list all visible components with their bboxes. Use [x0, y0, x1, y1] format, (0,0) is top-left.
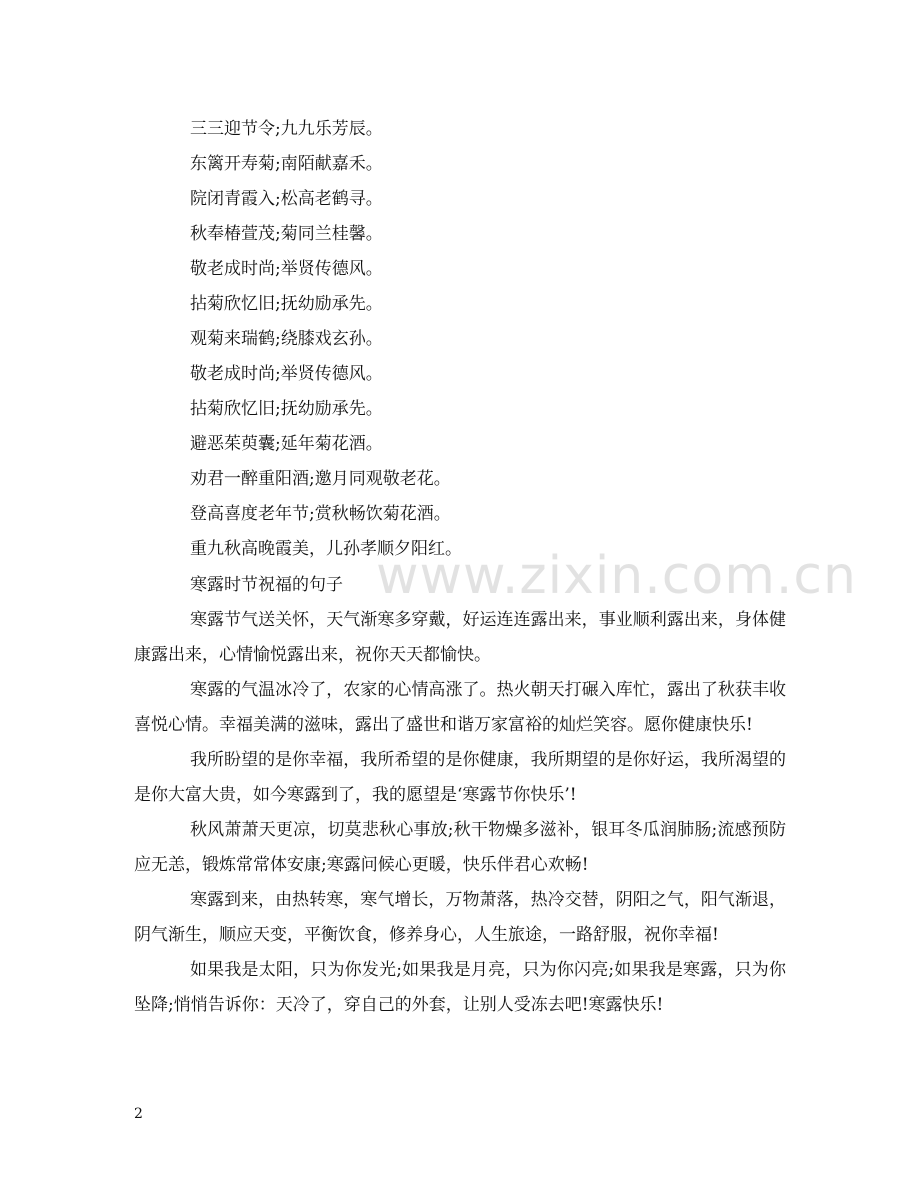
watermark: www.zixin.com.cn: [376, 546, 857, 606]
paragraph: 寒露的气温冰冷了，农家的心情高涨了。热火朝天打碾入库忙，露出了秋获丰收喜悦心情。幸福美满的滋味，露出了盛世和谐万家富裕的灿烂笑容。愿你健康快乐!: [134, 680, 786, 735]
paragraph: 如果我是太阳，只为你发光;如果我是月亮，只为你闪亮;如果我是寒露，只为你坠降;悄悄告诉你：天冷了，穿自己的外套，让别人受冻去吧!寒露快乐!: [134, 960, 786, 1015]
couplet-line: 秋奉椿萱茂;菊同兰桂馨。: [190, 224, 383, 244]
couplet-line: 院闭青霞入;松高老鹤寻。: [190, 189, 383, 209]
page-number: 2: [134, 1106, 143, 1122]
paragraph: 寒露到来，由热转寒，寒气增长，万物萧落，热冷交替，阴阳之气，阳气渐退，阴气渐生，顺应天变，平衡饮食，修养身心，人生旅途，一路舒服，祝你幸福!: [134, 890, 786, 945]
paragraph: 秋风萧萧天更凉，切莫悲秋心事放;秋干物燥多滋补，银耳冬瓜润肺肠;流感预防应无恙，锻炼常常体安康;寒露问候心更暖，快乐伴君心欢畅!: [134, 820, 786, 875]
section-title: 寒露时节祝福的句子: [190, 575, 343, 595]
couplet-line: 敬老成时尚;举贤传德风。: [190, 364, 383, 384]
couplet-line: 拈菊欣忆旧;抚幼励承先。: [190, 399, 383, 419]
couplet-list: [190, 112, 790, 567]
paragraph: 寒露节气送关怀，天气渐寒多穿戴，好运连连露出来，事业顺利露出来，身体健康露出来，心情愉悦露出来，祝你天天都愉快。: [134, 610, 786, 665]
paragraph: 我所盼望的是你幸福，我所希望的是你健康，我所期望的是你好运，我所渴望的是你大富大贵，如今寒露到了，我的愿望是‘寒露节你快乐’!: [134, 750, 786, 805]
couplet-line: 重九秋高晚霞美，儿孙孝顺夕阳红。: [190, 539, 462, 559]
paragraph-list: [134, 603, 786, 1023]
couplet-line: 东篱开寿菊;南陌献嘉禾。: [190, 154, 383, 174]
couplet-line: 劝君一醉重阳酒;邀月同观敬老花。: [190, 469, 451, 489]
couplet-line: 三三迎节令;九九乐芳辰。: [190, 119, 383, 139]
couplet-line: 观菊来瑞鹤;绕膝戏玄孙。: [190, 329, 383, 349]
couplet-line: 登高喜度老年节;赏秋畅饮菊花酒。: [190, 504, 451, 524]
couplet-line: 敬老成时尚;举贤传德风。: [190, 259, 383, 279]
couplet-line: 拈菊欣忆旧;抚幼励承先。: [190, 294, 383, 314]
couplet-line: 避恶茱萸囊;延年菊花酒。: [190, 434, 383, 454]
